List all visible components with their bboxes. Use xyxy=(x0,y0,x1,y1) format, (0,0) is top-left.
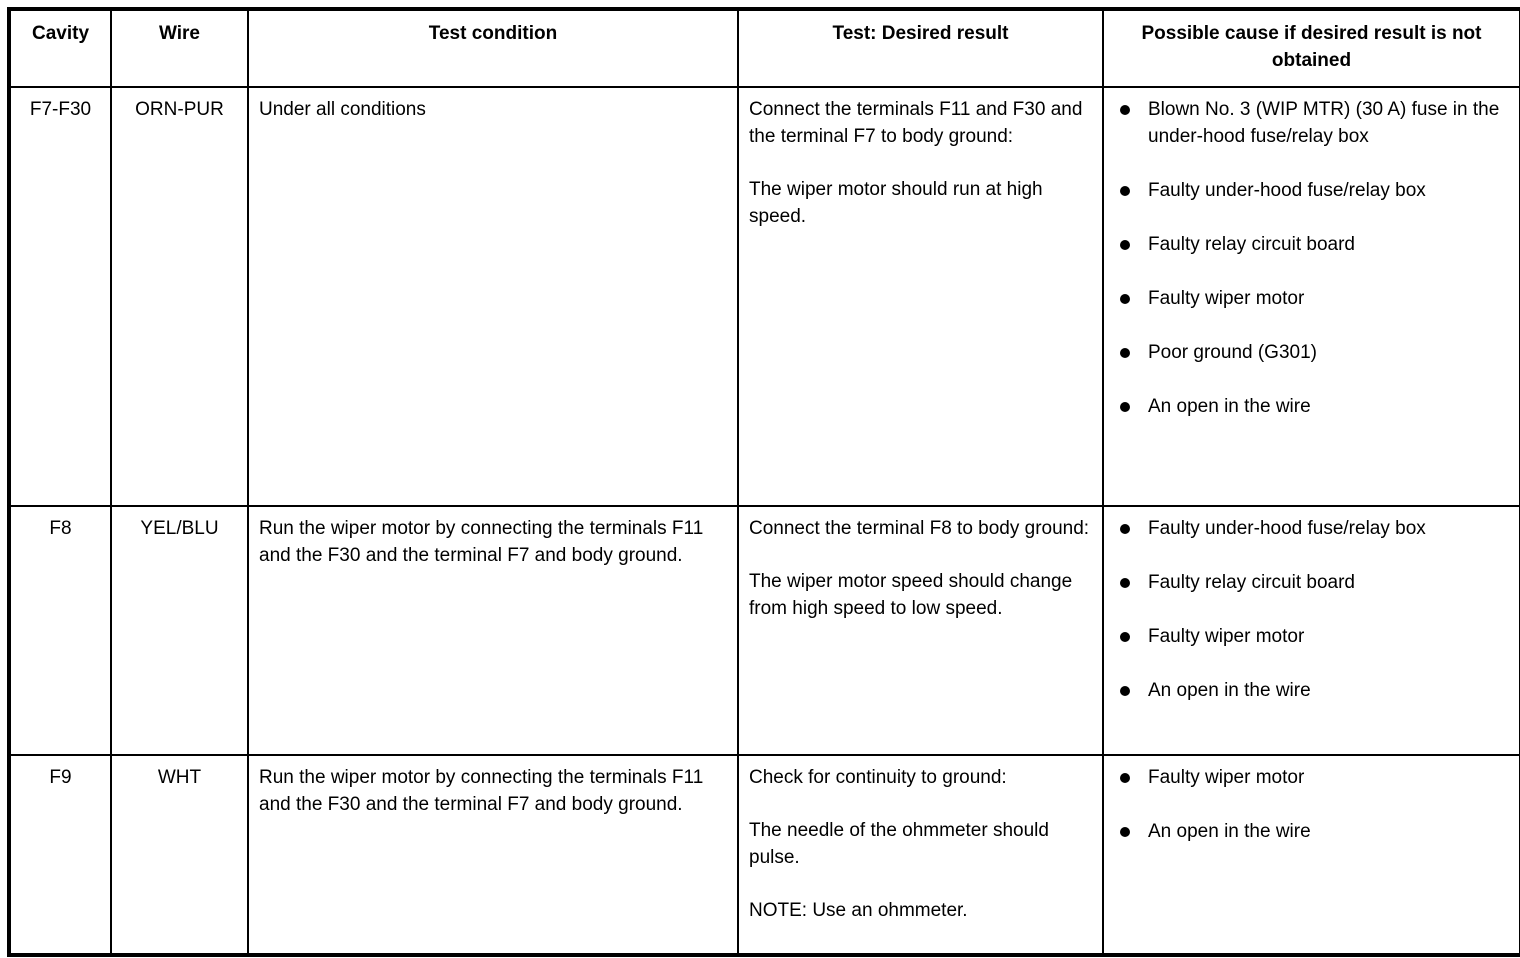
possible-cause-item xyxy=(1116,286,1509,313)
cavity-cell: F8 xyxy=(9,506,111,755)
desired-result-paragraph: Connect the terminals F11 and F30 and the terminal F7 to body ground: xyxy=(749,99,1083,147)
possible-cause-item xyxy=(1116,819,1509,846)
desired-result-paragraph: NOTE: Use an ohmmeter. xyxy=(749,899,968,921)
desired-result-paragraph: The wiper motor speed should change from high speed to low speed. xyxy=(749,570,1073,619)
possible-cause-cell xyxy=(1103,755,1520,955)
possible-cause-item xyxy=(1116,178,1509,205)
test-condition-cell xyxy=(248,87,738,506)
desired-result-cell xyxy=(738,755,1103,955)
wiper-motor-test-table xyxy=(7,7,1520,957)
table-row xyxy=(9,755,1520,955)
possible-cause-text: Faulty relay circuit board xyxy=(1148,571,1355,593)
possible-cause-cell xyxy=(1103,506,1520,755)
bullet-icon xyxy=(1120,773,1130,783)
header-possible-cause: Possible cause if desired result is not obtained xyxy=(1103,9,1520,87)
bullet-icon xyxy=(1120,402,1130,412)
bullet-icon xyxy=(1120,105,1130,115)
test-condition-cell xyxy=(248,755,738,955)
table-body xyxy=(9,87,1520,955)
desired-result-paragraph: The needle of the ohmmeter should pulse. xyxy=(749,819,1049,868)
bullet-icon xyxy=(1120,524,1130,534)
possible-cause-item xyxy=(1116,765,1509,792)
bullet-icon xyxy=(1120,348,1130,358)
bullet-icon xyxy=(1120,578,1130,588)
wire-cell: YEL/BLU xyxy=(111,506,248,755)
desired-result-paragraph: Check for continuity to ground: xyxy=(749,767,1007,788)
cavity-cell: F9 xyxy=(9,755,111,955)
desired-result-paragraph: Connect the terminal F8 to body ground: xyxy=(749,518,1090,539)
table-header xyxy=(9,9,1520,87)
header-test-condition: Test condition xyxy=(248,9,738,87)
possible-cause-item xyxy=(1116,678,1509,705)
test-condition-paragraph: Run the wiper motor by connecting the terminals F11 and the F30 and the terminal F7 and body ground. xyxy=(259,518,704,566)
possible-cause-text: Faulty relay circuit board xyxy=(1148,233,1355,255)
bullet-icon xyxy=(1120,686,1130,696)
header-cavity: Cavity xyxy=(9,9,111,87)
test-condition-paragraph: Run the wiper motor by connecting the terminals F11 and the F30 and the terminal F7 and body ground. xyxy=(259,767,704,815)
possible-cause-list xyxy=(1114,765,1509,846)
bullet-icon xyxy=(1120,827,1130,837)
table-row xyxy=(9,506,1520,755)
possible-cause-text: An open in the wire xyxy=(1148,820,1311,842)
possible-cause-list xyxy=(1114,516,1509,705)
possible-cause-text: An open in the wire xyxy=(1148,679,1311,701)
wire-cell: WHT xyxy=(111,755,248,955)
possible-cause-list xyxy=(1114,97,1509,421)
possible-cause-item xyxy=(1116,340,1509,367)
possible-cause-item xyxy=(1116,232,1509,259)
possible-cause-item xyxy=(1116,624,1509,651)
cavity-cell: F7-F30 xyxy=(9,87,111,506)
table-row xyxy=(9,87,1520,506)
desired-result-cell xyxy=(738,87,1103,506)
possible-cause-cell xyxy=(1103,87,1520,506)
bullet-icon xyxy=(1120,240,1130,250)
possible-cause-text: Faulty under-hood fuse/relay box xyxy=(1148,518,1426,539)
possible-cause-text: An open in the wire xyxy=(1148,395,1311,417)
possible-cause-text: Faulty wiper motor xyxy=(1148,625,1305,647)
possible-cause-text: Faulty wiper motor xyxy=(1148,767,1305,788)
possible-cause-item xyxy=(1116,97,1509,151)
bullet-icon xyxy=(1120,294,1130,304)
header-desired-result: Test: Desired result xyxy=(738,9,1103,87)
possible-cause-item xyxy=(1116,394,1509,421)
header-row xyxy=(9,9,1520,87)
possible-cause-text: Poor ground (G301) xyxy=(1148,341,1317,363)
bullet-icon xyxy=(1120,632,1130,642)
possible-cause-text: Faulty wiper motor xyxy=(1148,287,1305,309)
test-condition-paragraph: Under all conditions xyxy=(259,99,426,120)
possible-cause-item xyxy=(1116,570,1509,597)
wire-cell: ORN-PUR xyxy=(111,87,248,506)
bullet-icon xyxy=(1120,186,1130,196)
desired-result-paragraph: The wiper motor should run at high speed. xyxy=(749,178,1043,227)
header-wire: Wire xyxy=(111,9,248,87)
desired-result-cell xyxy=(738,506,1103,755)
possible-cause-text: Faulty under-hood fuse/relay box xyxy=(1148,179,1426,201)
test-condition-cell xyxy=(248,506,738,755)
possible-cause-text: Blown No. 3 (WIP MTR) (30 A) fuse in the under-hood fuse/relay box xyxy=(1148,99,1500,147)
possible-cause-item xyxy=(1116,516,1509,543)
